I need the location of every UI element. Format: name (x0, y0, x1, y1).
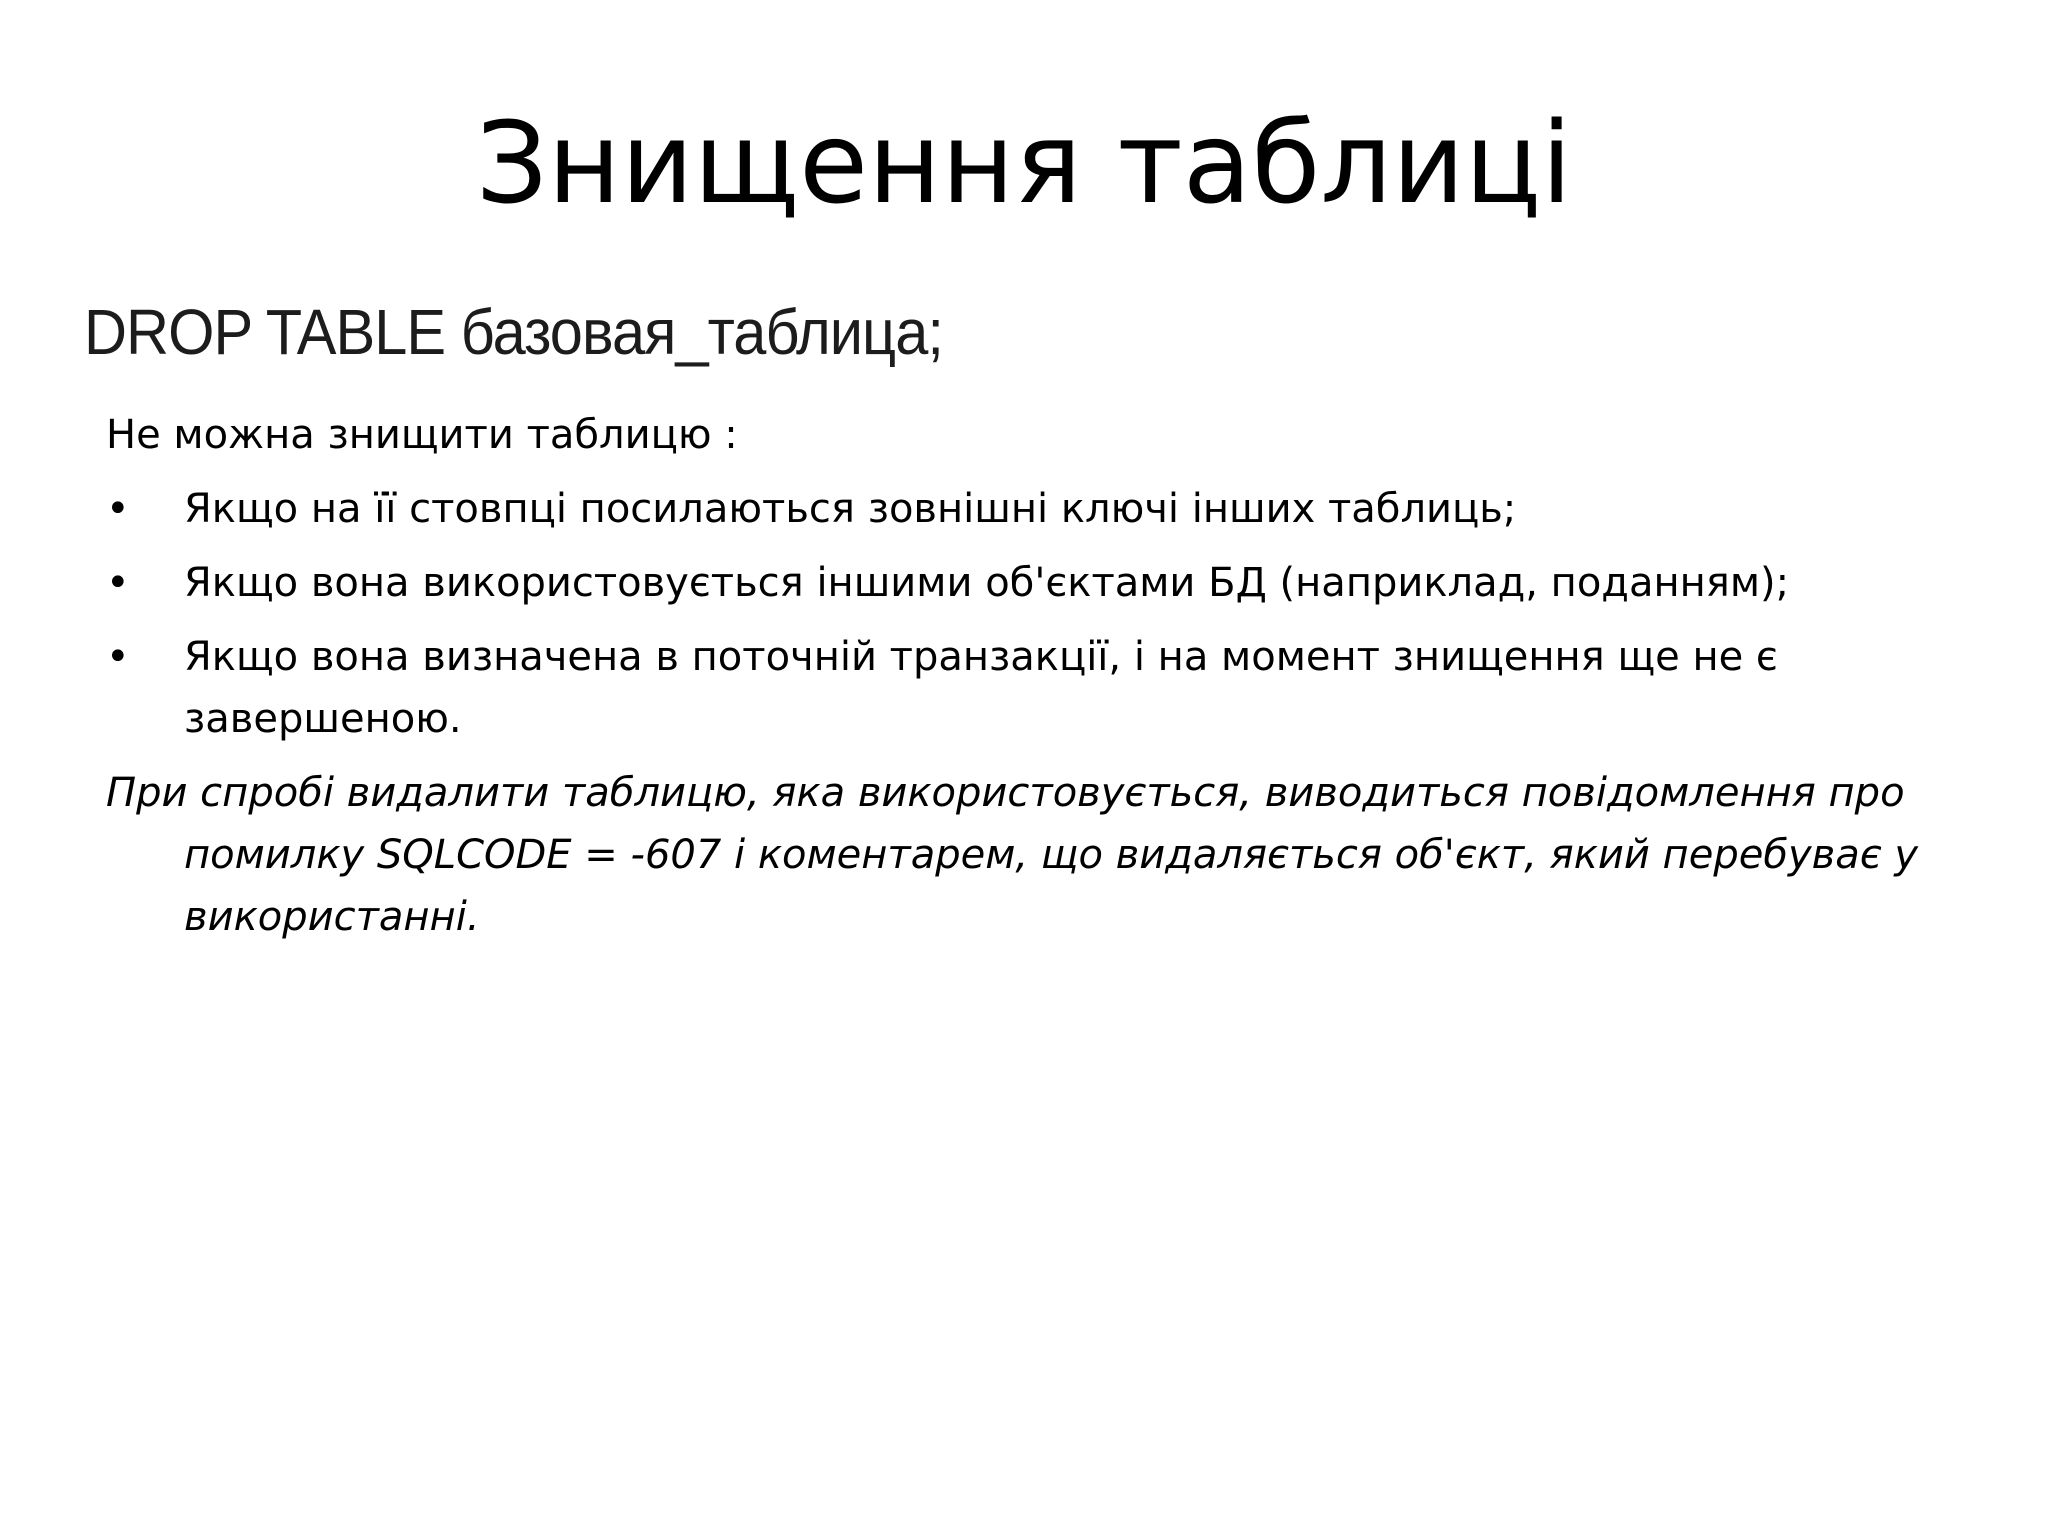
bullet-text: Якщо вона використовується іншими об'єктами БД (наприклад, поданням); (184, 560, 1790, 606)
bullet-list (106, 478, 1926, 750)
bullet-text: Якщо на її стовпці посилаються зовнішні ключі інших таблиць; (184, 486, 1517, 532)
error-note: При спробі видалити таблицю, яка використовується, виводиться повідомлення про помилку SQLCODE = -607 і коментарем, що видаляється об'єкт, який перебуває у використанні. (106, 770, 1919, 940)
intro-text: Не можна знищити таблицю : (106, 412, 738, 458)
bullet-icon: • (106, 560, 130, 606)
sql-code-snippet: DROP TABLE базовая_таблица; (84, 296, 944, 368)
list-item (106, 626, 1926, 750)
bullet-icon: • (106, 486, 130, 532)
list-item (106, 478, 1926, 540)
slide-title: Знищення таблиці (475, 99, 1573, 229)
bullet-text: Якщо вона визначена в поточній транзакції, і на момент знищення ще не є завершеною. (184, 634, 1778, 742)
bullet-icon: • (106, 634, 130, 680)
list-item (106, 552, 1926, 614)
slide-body (106, 404, 1926, 948)
